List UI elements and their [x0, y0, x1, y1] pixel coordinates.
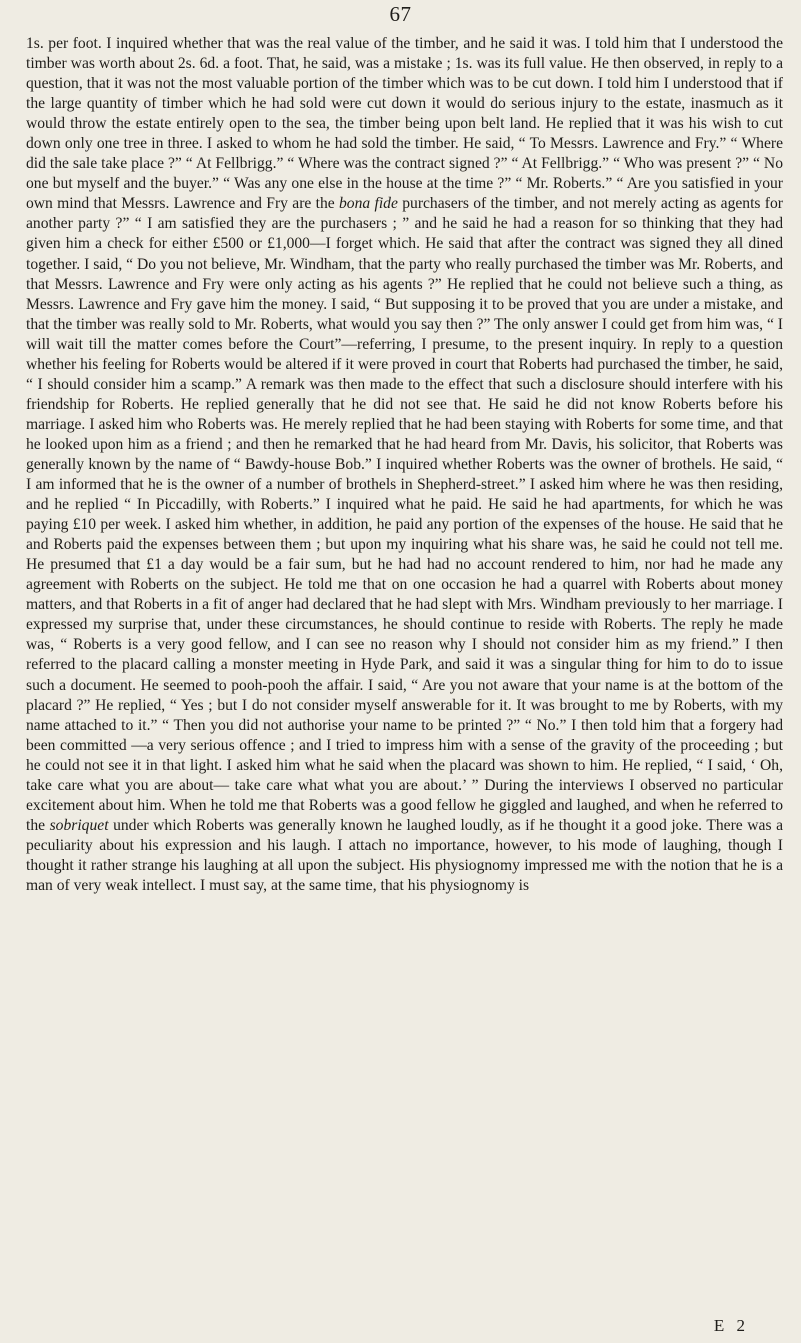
- text-run-3: under which Roberts was generally known he laughed loudly, as if he thought it a good joke. There was a peculiarity about his expression and his laugh. I attach no importance, however, to his mode of laughing, though I thought it rather strange his laughing at all upon the subject. His physiognomy impressed me with the notion that he is a man of very weak intellect. I must say, at the same time, that his physiognomy is: [26, 816, 783, 894]
- italic-bona-fide: bona fide: [339, 195, 398, 213]
- italic-sobriquet: sobriquet: [49, 816, 109, 834]
- text-run-1: 1s. per foot. I inquired whether that was the real value of the timber, and he said it was. I told him that I understood the timber was worth about 2s. 6d. a foot. That, he said, was a mistake ; 1s. was its full value. He then observed, in reply to a question, that it was not the most valuable portion of the timber which was to be cut down. I told him I understood that if the large quantity of timber which he had sold were cut down it would do serious injury to the estate, inasmuch as it would throw the estate entirely open to the sea, the timber being upon belt land. He replied that it was his wish to cut down only one tree in three. I asked to whom he had sold the timber. He said, “ To Messrs. Lawrence and Fry.” “ Where did the sale take place ?” “ At Fellbrigg.” “ Where was the contract signed ?” “ At Fellbrigg.” “ Who was present ?” “ No one but myself and the buyer.” “ Was any one else in the house at the time ?” “ Mr. Roberts.” “ Are you satisfied in your own mind that Messrs. Lawrence and Fry are the: [26, 35, 783, 213]
- text-run-2: purchasers of the timber, and not merely acting as agents for another party ?” “ I am satisfied they are the purchasers ; ” and he said he had a reason for so thinking that they had given him a check for either £500 or £1,000—I forget which. He said that after the contract was signed they all dined together. I said, “ Do you not believe, Mr. Windham, that the party who really purchased the timber was Mr. Roberts, and that Messrs. Lawrence and Fry were only acting as his agents ?” He replied that he could not believe such a thing, as Messrs. Lawrence and Fry gave him the money. I said, “ But supposing it to be proved that you are under a mistake, and that the timber was really sold to Mr. Roberts, what would you say then ?” The only answer I could get from him was, “ I will wait till the matter comes before the Court”—referring, I presume, to the present inquiry. In reply to a question whether his feeling for Roberts would be altered if it were proved in court that Roberts had purchased the timber, he said, “ I should consider him a scamp.” A remark was then made to the effect that such a disclosure should interfere with his friendship for Roberts. He replied generally that he did not see that. He said he did not know Roberts before his marriage. I asked him who Roberts was. He merely replied that he had been staying with Roberts for some time, and that he looked upon him as a friend ; and then he remarked that he had heard from Mr. Davis, his solicitor, that Roberts was generally known by the name of “ Bawdy-house Bob.” I inquired whether Roberts was the owner of brothels. He said, “ I am informed that he is the owner of a number of brothels in Shepherd-street.” I asked him where he was then residing, and he replied “ In Piccadilly, with Roberts.” I inquired what he paid. He said he had apartments, for which he was paying £10 per week. I asked him whether, in addition, he paid any portion of the expenses of the house. He said that he and Roberts paid the expenses between them ; but upon my inquiring what his share was, he said he could not tell me. He presumed that £1 a day would be a fair sum, but he had had no account rendered to him, nor had he made any agreement with Roberts on the subject. He told me that on one occasion he had a quarrel with Roberts about money matters, and that Roberts in a fit of anger had declared that he had slept with Mrs. Windham previously to her marriage. I expressed my surprise that, under these circumstances, he should continue to reside with Roberts. The reply he made was, “ Roberts is a very good fellow, and I can see no reason why I should not consider him as my friend.” I then referred to the placard calling a monster meeting in Hyde Park, and said it was a singular thing for him to do to issue such a document. He seemed to pooh-pooh the affair. I said, “ Are you not aware that your name is at the bottom of the placard ?” He replied, “ Yes ; but I do not consider myself answerable for it. It was brought to me by Roberts, with my name attached to it.” “ Then you did not authorise your name to be printed ?” “ No.” I then told him that a forgery had been committed —a very serious offence ; and I tried to impress him with a sense of the gravity of the proceeding ; but he could not see it in that light. I asked him what he said when the placard was shown to him. He replied, “ I said, ‘ Oh, take care what you are about— take care what what you are about.’ ” During the interviews I observed no particular excitement about him. When he told me that Roberts was a good fellow he giggled and laughed, and when he referred to the: [26, 195, 783, 834]
- page-number: 67: [389, 2, 412, 26]
- body-paragraph: [26, 34, 783, 896]
- signature-mark: E 2: [713, 1316, 749, 1335]
